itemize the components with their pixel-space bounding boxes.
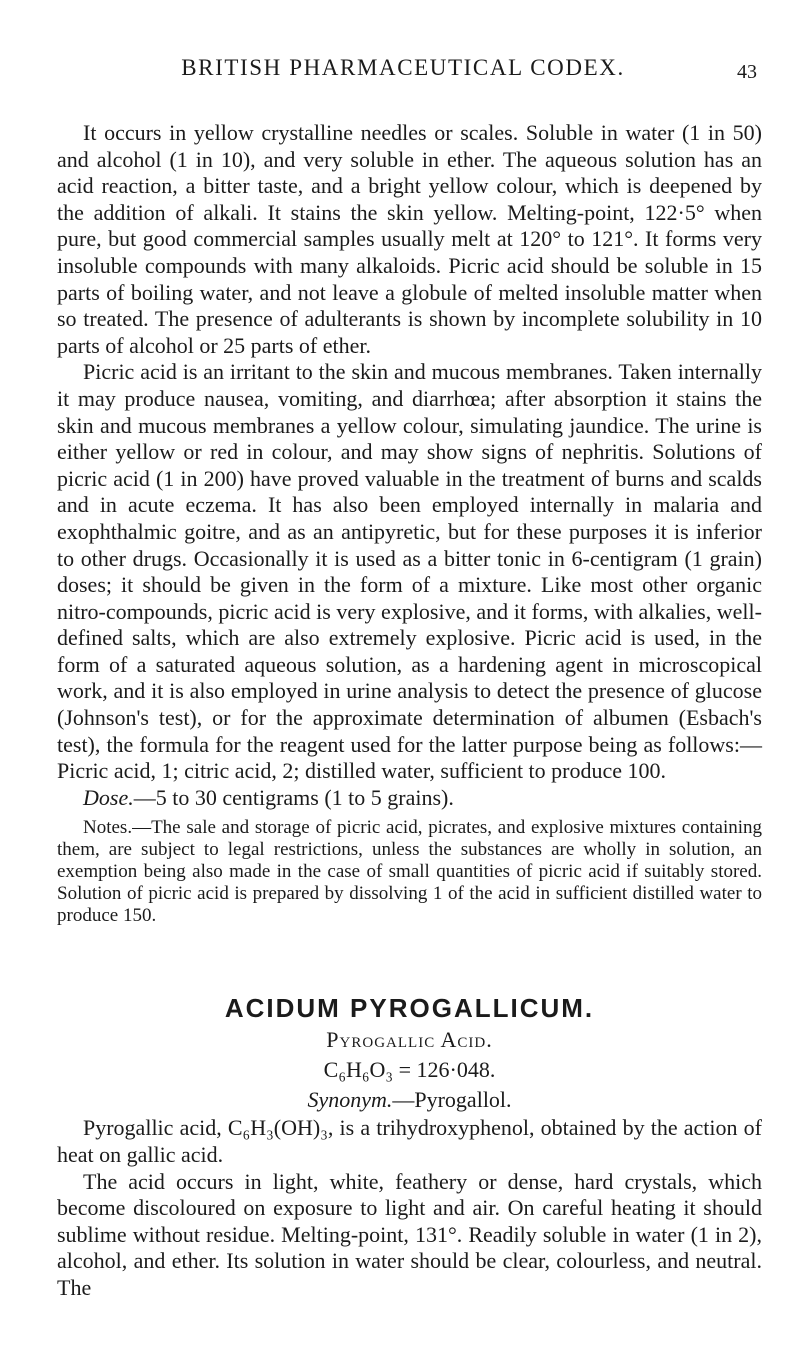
dose-label: Dose.	[83, 784, 134, 810]
dose-text: —5 to 30 centigrams (1 to 5 grains).	[133, 784, 454, 810]
paragraph-picric-uses: Picric acid is an irritant to the skin and mucous membranes. Taken internally it may produce nausea, vomiting, and diarrhœa; after absorption it stains the skin and mucous membranes a yellow colour, simulating jaundice. The urine is either yellow or red in colour, and may show signs of nephritis. Solutions of picric acid (1 in 200) have proved valuable in the treatment of burns and scalds and in acute eczema. It has also been employed internally in malaria and exophthalmic goitre, and as an antipyretic, but for these purposes it is inferior to other drugs. Occasionally it is used as a bitter tonic in 6-centigram (1 grain) doses; it should be given in the form of a mixture. Like most other organic nitro-compounds, picric acid is very explosive, and it forms, with alkalies, well-defined salts, which are also extremely explosive. Picric acid is used, in the form of a saturated aqueous solution, as a hardening agent in microscopical work, and it is also employed in urine analysis to detect the presence of glucose (Johnson's test), or for the approximate determination of albumen (Esbach's test), the formula for the reagent used for the latter purpose being as follows:—Picric acid, 1; citric acid, 2; distilled water, sufficient to produce 100.	[57, 359, 762, 784]
paragraph-picric-properties: It occurs in yellow crystalline needles or scales. Soluble in water (1 in 50) and alcohol (1 in 10), and very soluble in ether. The aqueous solution has an acid reaction, a bitter taste, and a bright yellow colour, which is deepened by the addition of alkali. It stains the skin yellow. Melting-point, 122·5° when pure, but good commercial samples usually melt at 120° to 121°. It forms very insoluble compounds with many alkaloids. Picric acid should be soluble in 15 parts of boiling water, and not leave a globule of melted insoluble matter when so treated. The presence of adulterants is shown by incomplete solubility in 10 parts of alcohol or 25 parts of ether.	[57, 120, 762, 358]
page-header	[0, 48, 800, 88]
synonym-label: Synonym.	[307, 1087, 393, 1113]
monograph-subtitle: Pyrogallic Acid.	[326, 1027, 493, 1053]
paragraph-pyrogallic-definition: Pyrogallic acid, C₆H₃(OH)₃, is a trihydroxyphenol, obtained by the action of heat on gallic acid.	[57, 1115, 762, 1168]
monograph-title: ACIDUM PYROGALLICUM.	[224, 993, 595, 1024]
page-number: 43	[737, 61, 757, 83]
page-body	[57, 120, 762, 1302]
paragraph-pyrogallic-properties: The acid occurs in light, white, feathery or dense, hard crystals, which become discoloured on exposure to light and air. On careful heating it should sublime without residue. Melting-point, 131°. Readily soluble in water (1 in 2), alcohol, and ether. Its solution in water should be clear, colourless, and neutral. The	[57, 1168, 762, 1300]
synonym-value: —Pyrogallol.	[392, 1087, 512, 1113]
running-head: BRITISH PHARMACEUTICAL CODEX.	[181, 55, 625, 80]
dose-line	[57, 785, 762, 812]
molecular-formula: C₆H₆O₃ = 126·048.	[323, 1057, 496, 1083]
notes-paragraph: Notes.—The sale and storage of picric acid, picrates, and explosive mixtures containing them, are subject to legal restrictions, unless the substances are wholly in solution, an exemption being also made in the case of small quantities of picric acid if suitably stored. Solution of picric acid is prepared by dissolving 1 of the acid in sufficient distilled water to produce 150.	[57, 817, 762, 927]
synonym-line	[57, 1085, 762, 1115]
